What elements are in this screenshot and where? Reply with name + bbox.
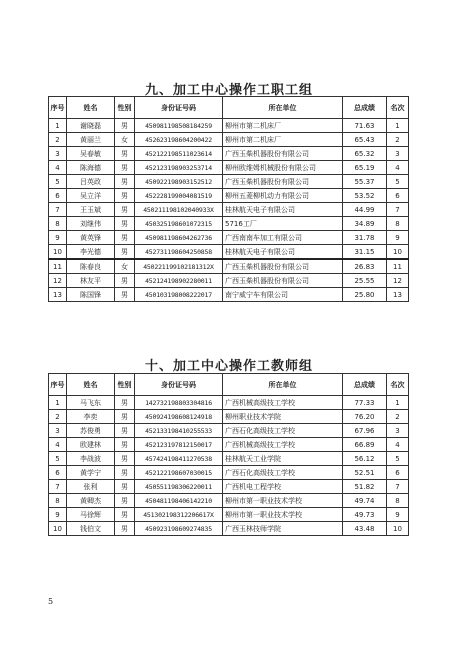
- cell-index: 10: [49, 245, 67, 260]
- cell-name: 苏俊勇: [67, 424, 115, 438]
- cell-unit: 柳州市第一职业技术学校: [223, 494, 343, 508]
- cell-total-score: 31.78: [343, 231, 387, 245]
- cell-gender: 男: [115, 245, 135, 260]
- cell-rank: 2: [387, 133, 409, 147]
- cell-gender: 男: [115, 508, 135, 522]
- cell-index: 6: [49, 466, 67, 480]
- cell-total-score: 34.89: [343, 217, 387, 231]
- cell-id-number: 450325198601072315: [135, 217, 223, 231]
- cell-name: 陈国锋: [67, 288, 115, 302]
- cell-gender: 男: [115, 274, 135, 288]
- header-id-number: 身份证号码: [135, 374, 223, 396]
- cell-total-score: 52.51: [343, 466, 387, 480]
- table-row: [49, 466, 409, 480]
- cell-rank: 1: [387, 396, 409, 410]
- cell-id-number: 450221199102181312X: [135, 259, 223, 274]
- cell-rank: 5: [387, 452, 409, 466]
- cell-id-number: 450981198508184259: [135, 119, 223, 133]
- cell-rank: 9: [387, 508, 409, 522]
- cell-rank: 3: [387, 424, 409, 438]
- cell-name: 马飞东: [67, 396, 115, 410]
- header-id-number: 身份证号码: [135, 97, 223, 119]
- cell-name: 李奕: [67, 410, 115, 424]
- cell-gender: 男: [115, 480, 135, 494]
- cell-total-score: 65.43: [343, 133, 387, 147]
- cell-index: 13: [49, 288, 67, 302]
- table-row: [49, 231, 409, 245]
- cell-rank: 3: [387, 147, 409, 161]
- cell-rank: 12: [387, 274, 409, 288]
- cell-total-score: 25.80: [343, 288, 387, 302]
- cell-gender: 男: [115, 231, 135, 245]
- cell-unit: 广西机电工程学校: [223, 480, 343, 494]
- page-number: 5: [48, 597, 54, 606]
- cell-unit: 广西玉柴机器股份有限公司: [223, 175, 343, 189]
- table-row: [49, 494, 409, 508]
- cell-gender: 男: [115, 452, 135, 466]
- cell-rank: 2: [387, 410, 409, 424]
- cell-unit: 广西玉柴机器股份有限公司: [223, 259, 343, 274]
- cell-id-number: 450551198306220011: [135, 480, 223, 494]
- table-row: [49, 119, 409, 133]
- cell-total-score: 49.74: [343, 494, 387, 508]
- header-name: 姓名: [67, 374, 115, 396]
- cell-unit: 广西玉柴机器股份有限公司: [223, 274, 343, 288]
- header-unit: 所在单位: [223, 97, 343, 119]
- cell-id-number: 450922198903152512: [135, 175, 223, 189]
- cell-id-number: 142732198803304816: [135, 396, 223, 410]
- cell-total-score: 26.83: [343, 259, 387, 274]
- cell-name: 马徐辉: [67, 508, 115, 522]
- cell-total-score: 76.20: [343, 410, 387, 424]
- table-row: [49, 522, 409, 536]
- table-row: [49, 189, 409, 203]
- table-row: [49, 133, 409, 147]
- cell-name: 陈海德: [67, 161, 115, 175]
- cell-unit: 柳州职业技术学院: [223, 410, 343, 424]
- section10-header-row: [49, 374, 409, 396]
- cell-id-number: 450103198008222017: [135, 288, 223, 302]
- cell-unit: 广西玉柴机器股份有限公司: [223, 147, 343, 161]
- cell-total-score: 65.32: [343, 147, 387, 161]
- header-name: 姓名: [67, 97, 115, 119]
- cell-id-number: 452123198903253714: [135, 161, 223, 175]
- cell-total-score: 77.33: [343, 396, 387, 410]
- cell-index: 5: [49, 175, 67, 189]
- cell-index: 2: [49, 410, 67, 424]
- section9-title: 九、加工中心操作工职工组: [144, 83, 313, 98]
- cell-name: 吴春敏: [67, 147, 115, 161]
- table-row: [49, 217, 409, 231]
- cell-gender: 男: [115, 189, 135, 203]
- table-row: [49, 452, 409, 466]
- cell-total-score: 49.73: [343, 508, 387, 522]
- cell-name: 黄学宁: [67, 466, 115, 480]
- cell-unit: 柳州市第二机床厂: [223, 119, 343, 133]
- cell-gender: 男: [115, 119, 135, 133]
- cell-unit: 广西机械高级技工学校: [223, 396, 343, 410]
- cell-index: 4: [49, 438, 67, 452]
- cell-name: 欧建林: [67, 438, 115, 452]
- cell-unit: 柳州市第二机床厂: [223, 133, 343, 147]
- cell-rank: 8: [387, 217, 409, 231]
- cell-name: 张利: [67, 480, 115, 494]
- cell-index: 5: [49, 452, 67, 466]
- table-row: [49, 396, 409, 410]
- cell-gender: 男: [115, 217, 135, 231]
- header-index: 序号: [49, 374, 67, 396]
- cell-rank: 11: [387, 259, 409, 274]
- cell-unit: 5716工厂: [223, 217, 343, 231]
- table-row: [49, 203, 409, 217]
- cell-id-number: 452124198902280011: [135, 274, 223, 288]
- cell-total-score: 55.37: [343, 175, 387, 189]
- table-row: [49, 438, 409, 452]
- cell-gender: 男: [115, 466, 135, 480]
- cell-total-score: 66.89: [343, 438, 387, 452]
- cell-total-score: 65.19: [343, 161, 387, 175]
- cell-index: 1: [49, 119, 67, 133]
- table-row: [49, 245, 409, 260]
- cell-index: 8: [49, 217, 67, 231]
- cell-name: 刘继伟: [67, 217, 115, 231]
- cell-name: 林友平: [67, 274, 115, 288]
- cell-id-number: 452623198604200422: [135, 133, 223, 147]
- section9-table: [48, 96, 409, 302]
- cell-gender: 男: [115, 203, 135, 217]
- cell-unit: 柳州五菱柳机动力有限公司: [223, 189, 343, 203]
- cell-rank: 7: [387, 480, 409, 494]
- table-row: [49, 161, 409, 175]
- cell-index: 10: [49, 522, 67, 536]
- cell-id-number: 452122198511023614: [135, 147, 223, 161]
- cell-gender: 男: [115, 288, 135, 302]
- header-unit: 所在单位: [223, 374, 343, 396]
- cell-name: 谢晓磊: [67, 119, 115, 133]
- cell-total-score: 51.82: [343, 480, 387, 494]
- cell-name: 黄丽兰: [67, 133, 115, 147]
- cell-rank: 4: [387, 438, 409, 452]
- cell-index: 9: [49, 508, 67, 522]
- cell-rank: 6: [387, 466, 409, 480]
- cell-gender: 男: [115, 147, 135, 161]
- cell-unit: 广西石化高级技工学校: [223, 424, 343, 438]
- cell-index: 12: [49, 274, 67, 288]
- cell-rank: 10: [387, 522, 409, 536]
- cell-rank: 7: [387, 203, 409, 217]
- cell-gender: 男: [115, 438, 135, 452]
- cell-id-number: 452228199004081519: [135, 189, 223, 203]
- section10-table: [48, 373, 409, 536]
- cell-gender: 男: [115, 494, 135, 508]
- table-row: [49, 175, 409, 189]
- cell-unit: 柳州市第一职业技术学校: [223, 508, 343, 522]
- cell-gender: 女: [115, 259, 135, 274]
- cell-name: 陈春良: [67, 259, 115, 274]
- header-index: 序号: [49, 97, 67, 119]
- cell-rank: 6: [387, 189, 409, 203]
- cell-unit: 广西机械高级技工学校: [223, 438, 343, 452]
- header-gender: 性别: [115, 97, 135, 119]
- cell-id-number: 452123197812150017: [135, 438, 223, 452]
- table-row: [49, 508, 409, 522]
- cell-unit: 桂林航天电子有限公司: [223, 245, 343, 260]
- cell-rank: 8: [387, 494, 409, 508]
- cell-rank: 5: [387, 175, 409, 189]
- cell-total-score: 67.96: [343, 424, 387, 438]
- cell-index: 4: [49, 161, 67, 175]
- cell-total-score: 53.52: [343, 189, 387, 203]
- cell-id-number: 450211198102040933X: [135, 203, 223, 217]
- cell-id-number: 450481198406142210: [135, 494, 223, 508]
- section9-header-row: [49, 97, 409, 119]
- cell-gender: 男: [115, 161, 135, 175]
- cell-index: 8: [49, 494, 67, 508]
- section10-title: 十、加工中心操作工教师组: [144, 359, 313, 374]
- cell-index: 1: [49, 396, 67, 410]
- cell-name: 李光德: [67, 245, 115, 260]
- cell-id-number: 450923198609274835: [135, 522, 223, 536]
- cell-gender: 男: [115, 175, 135, 189]
- cell-index: 7: [49, 480, 67, 494]
- cell-id-number: 452133198410255533: [135, 424, 223, 438]
- header-rank: 名次: [387, 97, 409, 119]
- cell-unit: 广西玉林技师学院: [223, 522, 343, 536]
- cell-id-number: 450981198604262736: [135, 231, 223, 245]
- cell-index: 7: [49, 203, 67, 217]
- cell-total-score: 71.63: [343, 119, 387, 133]
- cell-total-score: 56.12: [343, 452, 387, 466]
- cell-name: 吕英政: [67, 175, 115, 189]
- cell-unit: 桂林航天电子有限公司: [223, 203, 343, 217]
- table-row: [49, 288, 409, 302]
- cell-rank: 9: [387, 231, 409, 245]
- cell-unit: 广西南南车加工有限公司: [223, 231, 343, 245]
- cell-rank: 1: [387, 119, 409, 133]
- cell-gender: 男: [115, 424, 135, 438]
- table-row: [49, 410, 409, 424]
- header-rank: 名次: [387, 374, 409, 396]
- header-total-score: 总成绩: [343, 374, 387, 396]
- cell-name: 钱伯文: [67, 522, 115, 536]
- cell-rank: 13: [387, 288, 409, 302]
- cell-name: 黄卿杰: [67, 494, 115, 508]
- cell-id-number: 450924198608124918: [135, 410, 223, 424]
- cell-name: 黄英锋: [67, 231, 115, 245]
- cell-name: 吴立洋: [67, 189, 115, 203]
- cell-unit: 广西石化高级技工学校: [223, 466, 343, 480]
- cell-unit: 柳州欧维姆机械股份有限公司: [223, 161, 343, 175]
- cell-id-number: 452122198607030015: [135, 466, 223, 480]
- cell-rank: 4: [387, 161, 409, 175]
- cell-rank: 10: [387, 245, 409, 260]
- header-gender: 性别: [115, 374, 135, 396]
- cell-id-number: 451302198312206617X: [135, 508, 223, 522]
- table-row: [49, 480, 409, 494]
- cell-index: 3: [49, 424, 67, 438]
- cell-index: 3: [49, 147, 67, 161]
- cell-index: 6: [49, 189, 67, 203]
- cell-gender: 女: [115, 133, 135, 147]
- cell-unit: 南宁威宁车有限公司: [223, 288, 343, 302]
- cell-total-score: 25.55: [343, 274, 387, 288]
- cell-total-score: 44.99: [343, 203, 387, 217]
- cell-name: 李战波: [67, 452, 115, 466]
- cell-index: 9: [49, 231, 67, 245]
- table-row: [49, 424, 409, 438]
- table-row: [49, 274, 409, 288]
- cell-name: 王玉斌: [67, 203, 115, 217]
- cell-index: 2: [49, 133, 67, 147]
- cell-gender: 男: [115, 522, 135, 536]
- table-row: [49, 259, 409, 274]
- cell-unit: 桂林航天工业学院: [223, 452, 343, 466]
- cell-gender: 男: [115, 410, 135, 424]
- cell-total-score: 43.48: [343, 522, 387, 536]
- cell-id-number: 457424198411270538: [135, 452, 223, 466]
- cell-total-score: 31.15: [343, 245, 387, 260]
- cell-index: 11: [49, 259, 67, 274]
- cell-gender: 男: [115, 396, 135, 410]
- table-row: [49, 147, 409, 161]
- cell-id-number: 452731198604250858: [135, 245, 223, 260]
- header-total-score: 总成绩: [343, 97, 387, 119]
